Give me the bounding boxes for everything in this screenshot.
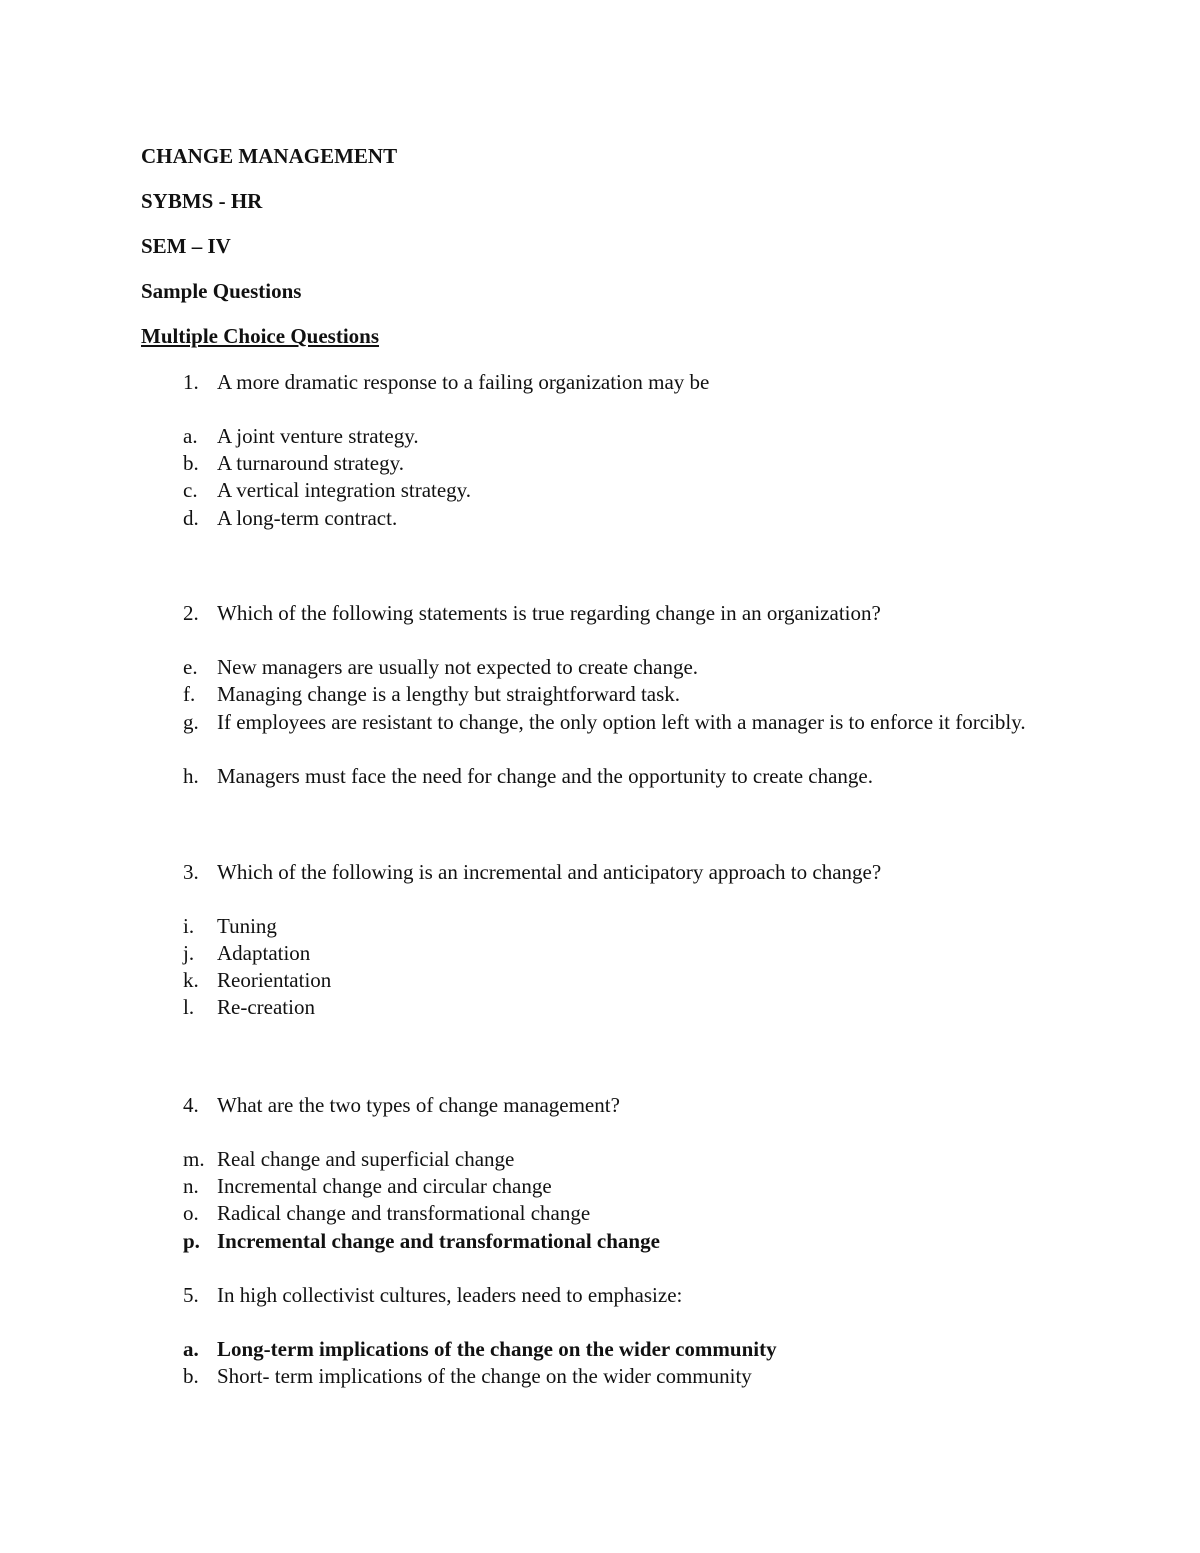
semester-label: SEM – IV	[141, 234, 231, 258]
option-letter: d.	[183, 506, 199, 530]
option-text: A vertical integration strategy.	[217, 478, 472, 502]
option-letter: h.	[183, 764, 199, 788]
option-text-answer: Long-term implications of the change on the wider community	[217, 1337, 777, 1361]
question-text: Which of the following is an incremental and anticipatory approach to change?	[217, 860, 882, 884]
option-letter: n.	[183, 1174, 199, 1198]
question-number: 1.	[183, 370, 199, 394]
question-number: 5.	[183, 1283, 199, 1307]
option-text: Reorientation	[217, 968, 332, 992]
option-letter: o.	[183, 1201, 199, 1225]
option-letter: l.	[183, 995, 195, 1019]
question-text: What are the two types of change management?	[217, 1093, 620, 1117]
question-text: Which of the following statements is true regarding change in an organization?	[217, 601, 881, 625]
option-text-answer: Incremental change and transformational change	[217, 1229, 660, 1253]
option-text: Incremental change and circular change	[217, 1174, 552, 1198]
subtitle: Sample Questions	[141, 279, 302, 303]
option-text: Real change and superficial change	[217, 1147, 515, 1171]
option-letter: k.	[183, 968, 199, 992]
option-text: Radical change and transformational change	[217, 1201, 591, 1225]
option-letter: c.	[183, 478, 198, 502]
option-letter: a.	[183, 424, 198, 448]
question-text: A more dramatic response to a failing organization may be	[217, 370, 710, 394]
question-number: 4.	[183, 1093, 199, 1117]
option-letter: j.	[183, 941, 195, 965]
option-letter: b.	[183, 1364, 199, 1388]
question-text: In high collectivist cultures, leaders need to emphasize:	[217, 1283, 683, 1307]
option-text: Tuning	[217, 914, 277, 938]
option-letter: m.	[183, 1147, 205, 1171]
question-number: 3.	[183, 860, 199, 884]
option-letter-answer: p.	[183, 1229, 200, 1253]
option-letter: e.	[183, 655, 198, 679]
option-letter: g.	[183, 710, 199, 734]
document-title: CHANGE MANAGEMENT	[141, 144, 398, 168]
option-text: Adaptation	[217, 941, 311, 965]
option-text: Re-creation	[217, 995, 315, 1019]
section-heading: Multiple Choice Questions	[141, 324, 380, 348]
option-text: If employees are resistant to change, the only option left with a manager is to enforce it forcibly.	[217, 710, 1026, 734]
option-text: New managers are usually not expected to create change.	[217, 655, 699, 679]
question-number: 2.	[183, 601, 199, 625]
option-letter: f.	[183, 682, 196, 706]
course-label: SYBMS - HR	[141, 189, 263, 213]
option-letter: i.	[183, 914, 195, 938]
option-text: Managing change is a lengthy but straightforward task.	[217, 682, 681, 706]
option-text: A turnaround strategy.	[217, 451, 405, 475]
option-text: Short- term implications of the change on the wider community	[217, 1364, 752, 1388]
option-letter-answer: a.	[183, 1337, 199, 1361]
option-letter: b.	[183, 451, 199, 475]
option-text: A joint venture strategy.	[217, 424, 419, 448]
option-text: Managers must face the need for change and the opportunity to create change.	[217, 764, 873, 788]
option-text: A long-term contract.	[217, 506, 398, 530]
